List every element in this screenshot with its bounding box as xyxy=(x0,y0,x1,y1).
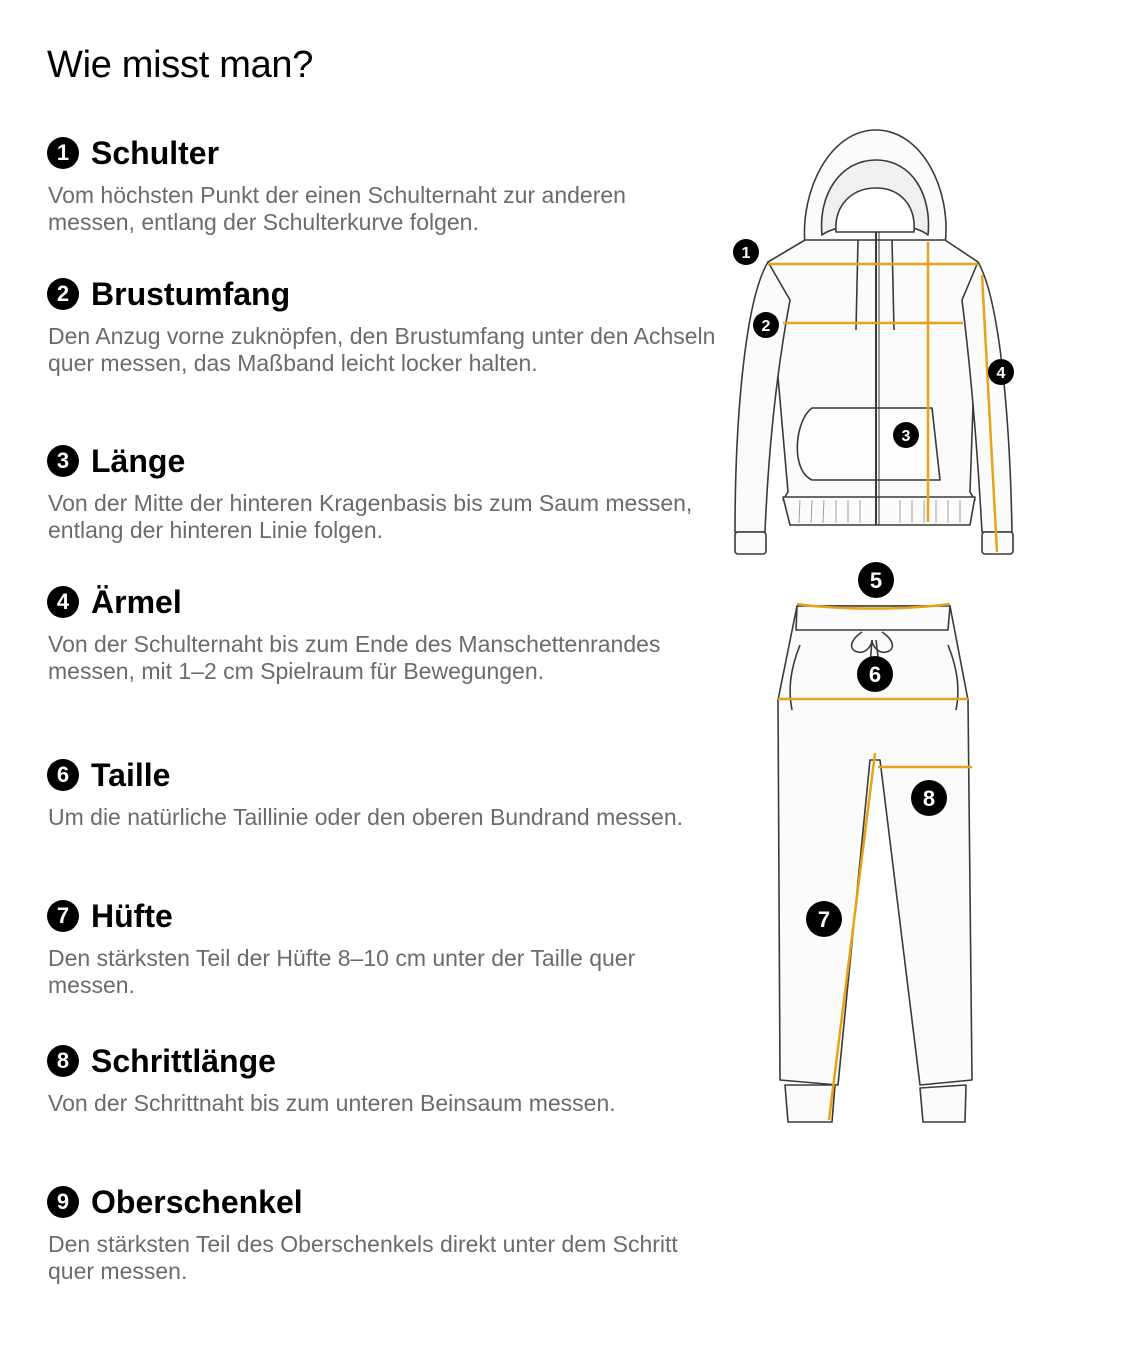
measure-marker-6 xyxy=(857,656,893,692)
svg-text:7: 7 xyxy=(817,907,831,932)
measure-marker-5 xyxy=(858,562,894,598)
section-description: Vom höchsten Punkt der einen Schulternaht zur anderen messen, entlang der Schulterkurve folgen. xyxy=(48,182,626,235)
heading-text: Brustumfang xyxy=(91,276,291,312)
garment-illustration xyxy=(720,120,1050,1130)
svg-text:4: 4 xyxy=(996,365,1006,382)
section-heading xyxy=(47,1185,717,1219)
section-taille xyxy=(47,758,717,831)
number-badge: 6 xyxy=(47,759,79,791)
number-badge: 4 xyxy=(47,586,79,618)
section-huefte xyxy=(47,899,717,999)
heading-text: Länge xyxy=(91,443,186,479)
section-heading xyxy=(47,136,717,170)
section-schrittlaenge xyxy=(47,1044,717,1117)
section-heading xyxy=(47,444,717,478)
section-description: Um die natürliche Taillinie oder den oberen Bundrand messen. xyxy=(48,804,684,830)
section-heading xyxy=(47,277,717,311)
heading-text: Oberschenkel xyxy=(91,1184,303,1220)
svg-text:2: 2 xyxy=(761,318,771,335)
number-badge: 1 xyxy=(47,137,79,169)
section-heading xyxy=(47,899,717,933)
section-heading xyxy=(47,1044,717,1078)
section-aermel xyxy=(47,585,717,685)
heading-text: Schrittlänge xyxy=(91,1043,276,1079)
section-description: Von der Schulternaht bis zum Ende des Manschettenrandes messen, mit 1–2 cm Spielraum für Bewegungen. xyxy=(48,631,661,684)
svg-text:6: 6 xyxy=(868,662,882,687)
measure-marker-7 xyxy=(806,901,842,937)
number-badge: 3 xyxy=(47,445,79,477)
number-badge: 8 xyxy=(47,1045,79,1077)
section-description: Von der Mitte der hinteren Kragenbasis bis zum Saum messen, entlang der hinteren Linie folgen. xyxy=(48,490,693,543)
svg-text:8: 8 xyxy=(922,786,936,811)
hoodie-drawing xyxy=(735,130,1013,554)
svg-text:3: 3 xyxy=(901,428,911,445)
section-description: Von der Schrittnaht bis zum unteren Beinsaum messen. xyxy=(48,1090,616,1116)
measure-marker-4 xyxy=(988,359,1014,385)
measure-marker-3 xyxy=(893,422,919,448)
heading-text: Ärmel xyxy=(91,584,182,620)
number-badge: 7 xyxy=(47,900,79,932)
section-description: Den stärksten Teil der Hüfte 8–10 cm unter der Taille quer messen. xyxy=(48,945,636,998)
section-schulter xyxy=(47,136,717,236)
section-brustumfang xyxy=(47,277,717,377)
measure-marker-8 xyxy=(911,780,947,816)
section-description: Den stärksten Teil des Oberschenkels direkt unter dem Schritt quer messen. xyxy=(48,1231,678,1284)
svg-text:1: 1 xyxy=(741,245,751,262)
number-badge: 9 xyxy=(47,1186,79,1218)
section-oberschenkel xyxy=(47,1185,717,1285)
measure-marker-2 xyxy=(753,312,779,338)
heading-text: Schulter xyxy=(91,135,220,171)
section-laenge xyxy=(47,444,717,544)
heading-text: Taille xyxy=(91,757,171,793)
svg-text:5: 5 xyxy=(869,568,883,593)
measure-marker-1 xyxy=(733,239,759,265)
section-description: Den Anzug vorne zuknöpfen, den Brustumfang unter den Achseln quer messen, das Maßband leicht locker halten. xyxy=(48,323,716,376)
section-heading xyxy=(47,758,717,792)
page-title: Wie misst man? xyxy=(47,44,314,86)
number-badge: 2 xyxy=(47,278,79,310)
heading-text: Hüfte xyxy=(91,898,173,934)
section-heading xyxy=(47,585,717,619)
